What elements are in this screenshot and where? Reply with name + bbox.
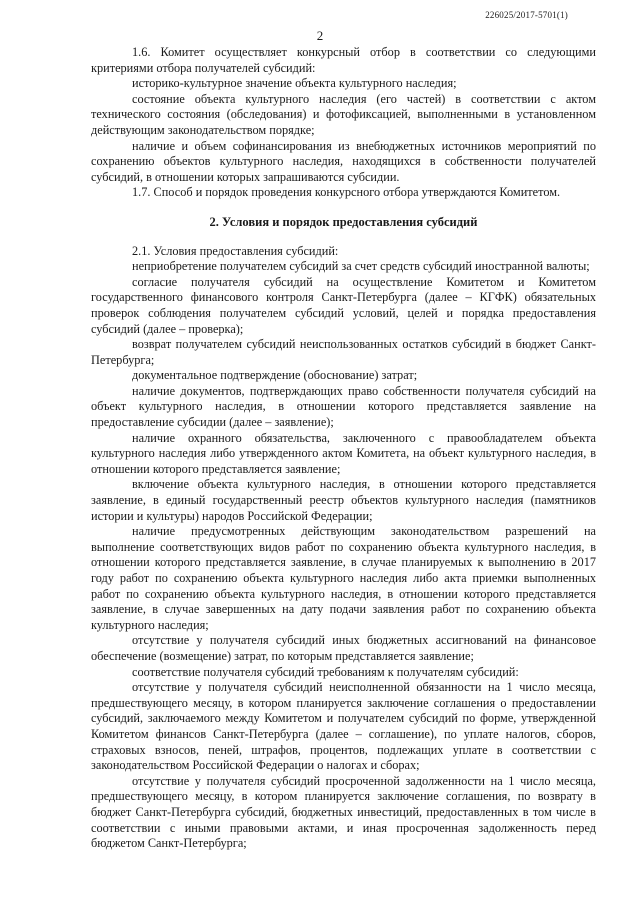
paragraph: включение объекта культурного наследия, в отношении которого представляется заявление, в единый государственный реестр объектов культурного наследия (памятников истории и культуры) народов Российской Федерации; — [91, 477, 596, 523]
paragraph: возврат получателем субсидий неиспользованных остатков субсидий в бюджет Санкт-Петербурга; — [91, 337, 596, 367]
section-heading: 2. Условия и порядок предоставления субсидий — [209, 214, 478, 229]
paragraph: согласие получателя субсидий на осуществление Комитетом и Комитетом государственного финансового контроля Санкт-Петербурга (далее – КГФК) обязательных проверок соблюдения получателем субсидий условий, целей и порядка предоставления субсидий (далее – проверка); — [91, 274, 596, 336]
paragraph: соответствие получателя субсидий требованиям к получателям субсидий: — [132, 664, 519, 679]
paragraph: отсутствие у получателя субсидий просроченной задолженности на 1 число месяца, предшествующего месяцу, в котором планируется заключение соглашения, по возврату в бюджет Санкт-Петербурга субсидий, бюджетных инвестиций, предоставленных в том числе в соответствии с иными правовыми актами, и иная просроченная задолженность перед бюджетом Санкт-Петербурга; — [91, 773, 596, 851]
paragraph: 1.6. Комитет осуществляет конкурсный отбор в соответствии со следующими критериями отбора получателей субсидий: — [91, 45, 596, 75]
document-id: 226025/2017-5701(1) — [485, 10, 568, 20]
page-number: 2 — [316, 28, 324, 43]
paragraph: 1.7. Способ и порядок проведения конкурсного отбора утверждаются Комитетом. — [132, 185, 561, 200]
paragraph: отсутствие у получателя субсидий иных бюджетных ассигнований на финансовое обеспечение (возмещение) затрат, по которым представляется заявление; — [91, 633, 596, 663]
section-2 — [91, 244, 596, 852]
paragraph: неприобретение получателем субсидий за счет средств субсидий иностранной валюты; — [132, 259, 590, 274]
paragraph: наличие охранного обязательства, заключенного с правообладателем объекта культурного наследия либо утвержденного актом Комитета, на объект культурного наследия, в отношении которого представляется заявление; — [91, 430, 596, 476]
document-body — [91, 45, 596, 852]
paragraph: состояние объекта культурного наследия (его частей) в соответствии с актом технического состояния (обследования) и фотофиксацией, выполненными в установленном действующим законодательством порядке; — [91, 91, 596, 137]
paragraph: наличие документов, подтверждающих право собственности получателя субсидий на объект культурного наследия, в отношении которого представляется заявление на предоставление субсидии (далее – заявление); — [91, 383, 596, 430]
paragraph: 2.1. Условия предоставления субсидий: — [132, 243, 339, 258]
paragraph: наличие предусмотренных действующим законодательством разрешений на выполнение соответствующих видов работ по сохранению объекта культурного наследия, в отношении которого представляется заявление, в случае планируемых к выполнению в 2017 году работ по сохранению объекта культурного наследия либо акта приемки выполненных работ по сохранению объекта культурного наследия, в отношении которого представляется заявление, в случае завершенных на дату подачи заявления работ по сохранению объекта культурного наследия; — [91, 524, 596, 632]
paragraph: отсутствие у получателя субсидий неисполненной обязанности на 1 число месяца, предшествующего месяцу, в котором планируется заключение соглашения о предоставлении субсидий, заключаемого между Комитетом и получателем субсидий по форме, утвержденной Комитетом финансов Санкт-Петербурга (далее – соглашение), по уплате налогов, сборов, страховых взносов, пеней, штрафов, процентов, подлежащих уплате в соответствии с законодательством Российской Федерации о налогах и сборах; — [91, 680, 596, 773]
paragraph: историко-культурное значение объекта культурного наследия; — [132, 76, 457, 91]
paragraph: документальное подтверждение (обоснование) затрат; — [132, 368, 418, 383]
section-1 — [91, 45, 596, 201]
paragraph: наличие и объем софинансирования из внебюджетных источников мероприятий по сохранению объектов культурного наследия, находящихся в собственности получателей субсидий, в отношении которых запрашиваются субсидии. — [91, 138, 596, 184]
